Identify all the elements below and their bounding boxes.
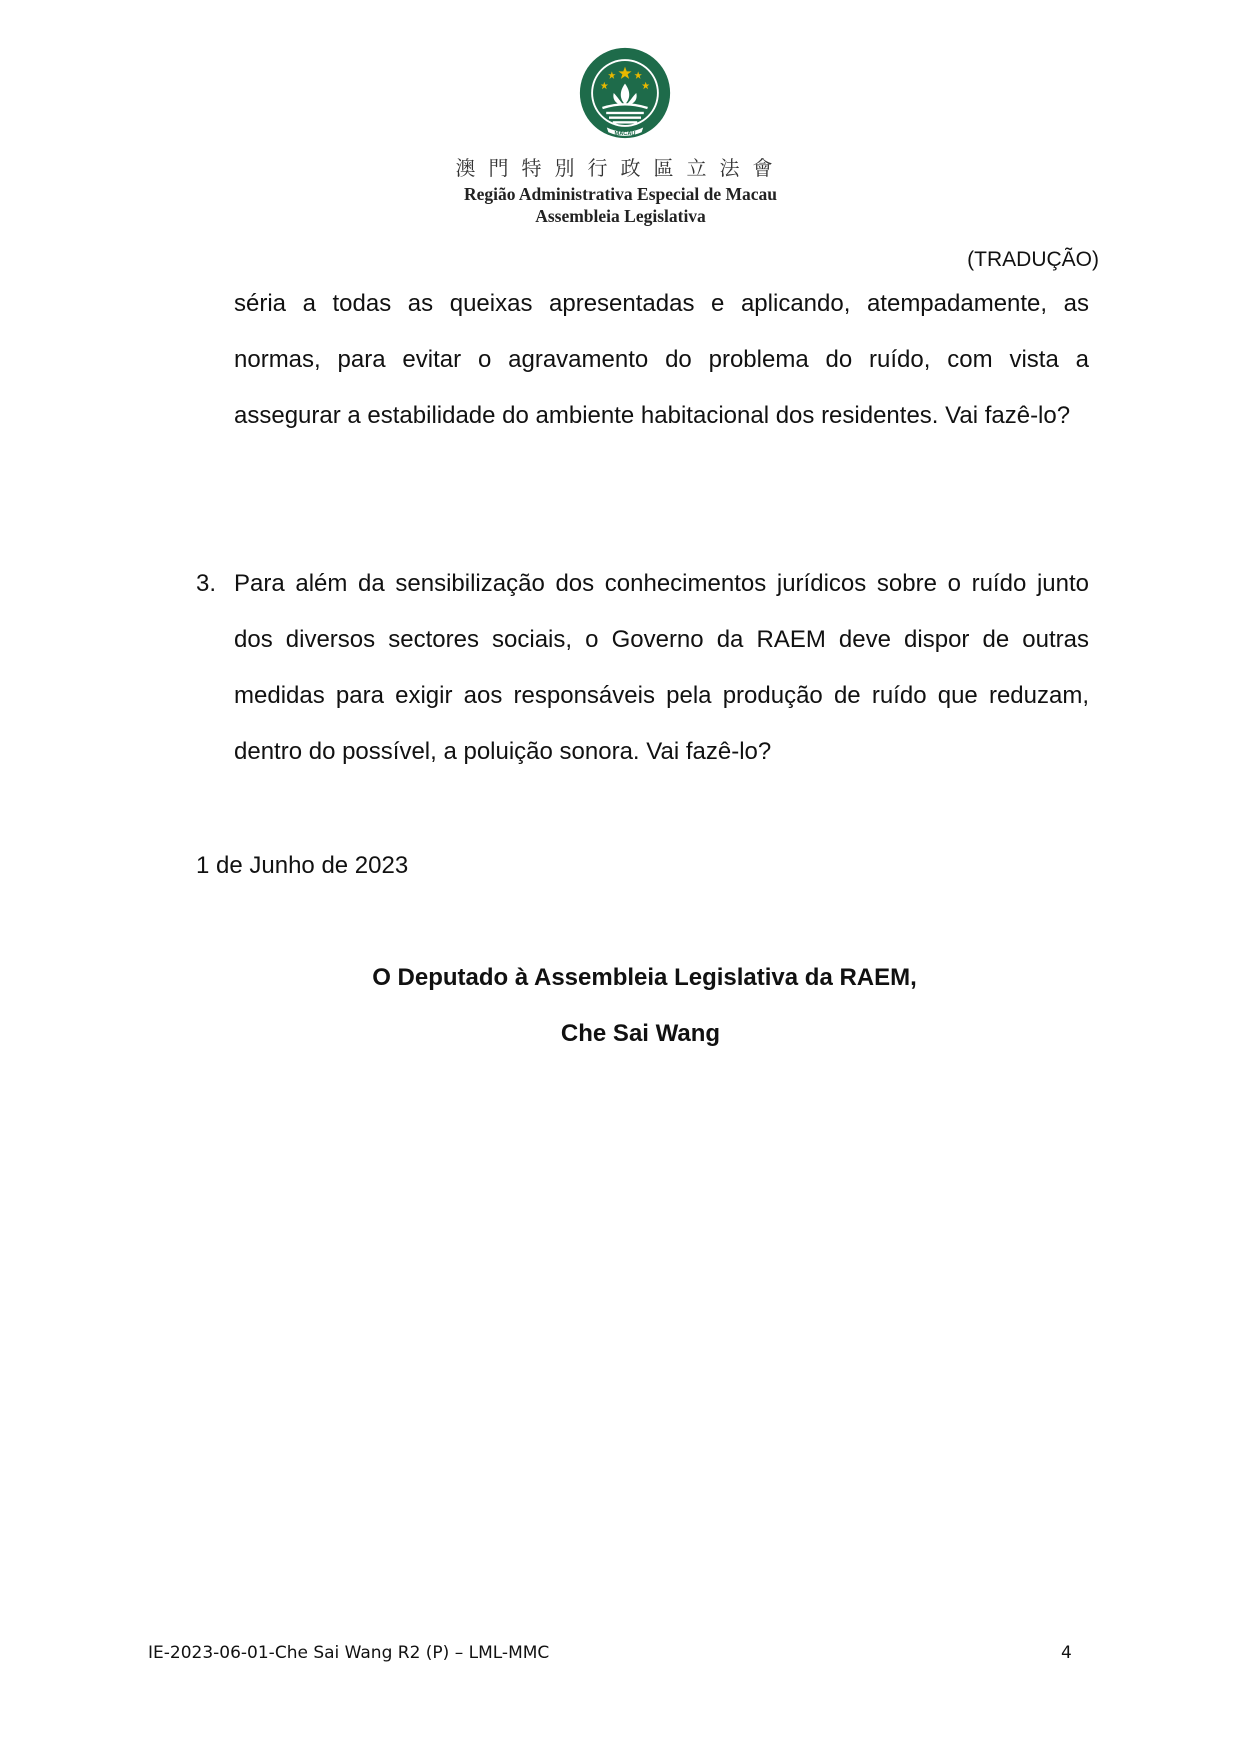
signature-name: Che Sai Wang [560,1020,721,1047]
item-number: 3. [196,570,217,597]
header-assembly-title: Assembleia Legislativa [535,206,706,226]
item-3-text: Para além da sensibilização dos conhecimentos jurídicos sobre o ruído junto dos diversos sectores sociais, o Governo da RAEM deve dispor de outras medidas para exigir aos responsáveis pela produção de ruído que reduzam, dentro do possível, a poluição sonora. Vai fazê-lo? [234,570,1089,765]
page-number: 4 [1061,1643,1072,1663]
signature-title: O Deputado à Assembleia Legislativa da RAEM, [372,964,917,991]
continued-paragraph: séria a todas as queixas apresentadas e aplicando, atempadamente, as normas, para evitar o agravamento do problema do ruído, com vista a assegurar a estabilidade do ambiente habitacional dos residentes. Vai fazê-lo? [234,290,1089,429]
translation-mark: (TRADUÇÃO) [967,248,1099,271]
document-date: 1 de Junho de 2023 [196,852,409,879]
header-chinese-title: 澳門特別行政區立法會 [455,156,786,180]
footer-reference: IE-2023-06-01-Che Sai Wang R2 (P) – LML-MMC [148,1643,550,1663]
svg-text:MACAU: MACAU [614,130,636,137]
header-region-title: Região Administrativa Especial de Macau [463,184,778,204]
macau-emblem [578,46,672,140]
